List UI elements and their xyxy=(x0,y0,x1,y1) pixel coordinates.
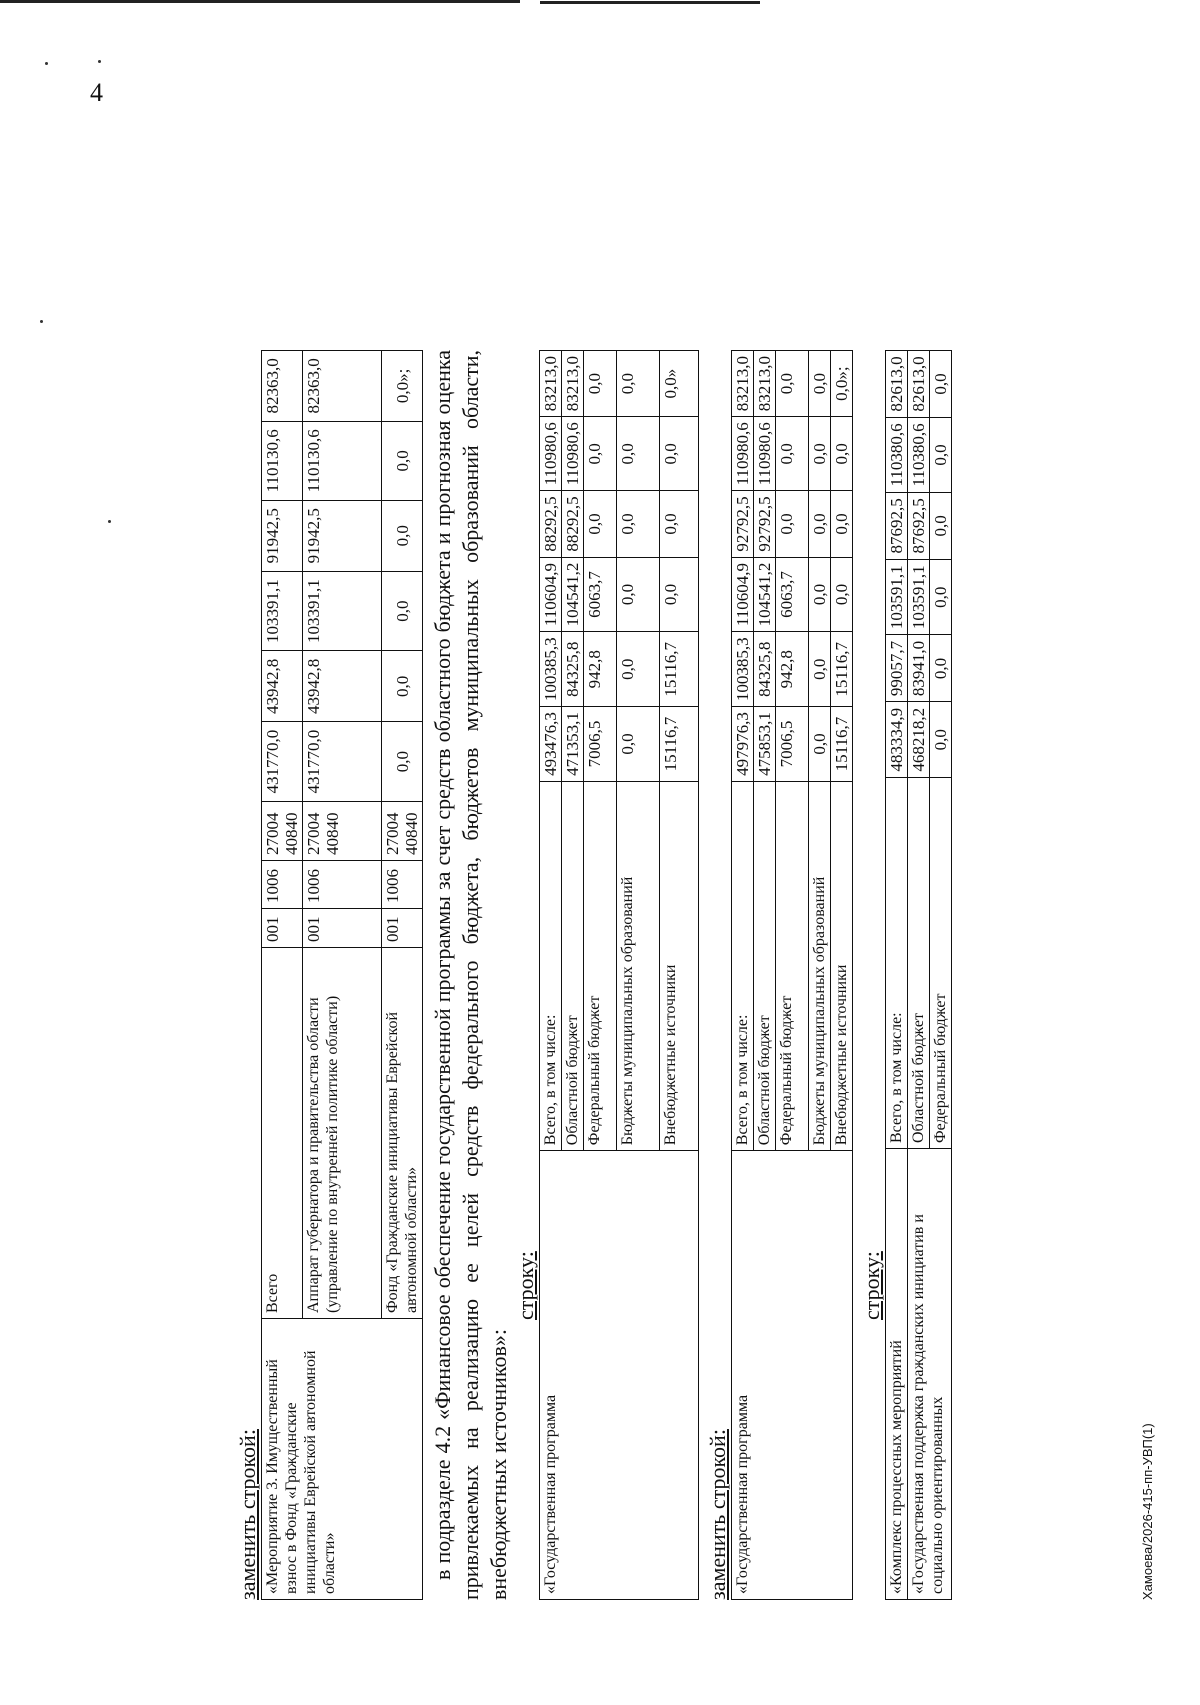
program-name-cell: «Государственная программа xyxy=(540,1151,699,1600)
value-cell: 0,0 xyxy=(930,418,952,493)
value-cell: 468218,2 xyxy=(908,702,930,778)
value-cell: 0,0 xyxy=(831,417,853,491)
sub-cell: Фонд «Гражданские инициативы Еврейской автономной области» xyxy=(382,948,423,1319)
value-cell: 0,0 xyxy=(776,491,809,557)
value-cell: 0,0 xyxy=(660,491,699,557)
value-cell: 0,0 xyxy=(831,491,853,557)
value-cell: 0,0»; xyxy=(831,351,853,417)
value-cell: 6063,7 xyxy=(584,557,617,632)
rzpr-cell: 1006 xyxy=(382,860,423,908)
grbs-cell: 001 xyxy=(303,909,382,948)
value-cell: 0,0 xyxy=(617,557,660,632)
table-row xyxy=(540,351,562,1600)
page-number: 4 xyxy=(90,78,103,107)
value-cell: 100385,3 xyxy=(732,632,754,707)
value-cell: 87692,5 xyxy=(886,492,908,559)
amendment-paragraph xyxy=(429,350,513,1600)
section2-table xyxy=(539,350,699,1600)
value-cell: 43942,8 xyxy=(262,651,303,722)
value-cell: 0,0 xyxy=(809,632,831,707)
csr-cell: 27004 40840 xyxy=(303,801,382,860)
section1-table xyxy=(261,350,423,1600)
value-cell: 7006,5 xyxy=(776,707,809,782)
value-cell: 91942,5 xyxy=(303,500,382,571)
value-cell: 103391,1 xyxy=(303,571,382,651)
value-cell: 110980,6 xyxy=(540,417,562,491)
value-cell: 103591,1 xyxy=(908,559,930,635)
value-cell: 87692,5 xyxy=(908,492,930,559)
value-cell: 475853,1 xyxy=(754,707,776,782)
value-cell: 431770,0 xyxy=(262,722,303,802)
value-cell: 0,0 xyxy=(617,417,660,491)
table-row xyxy=(908,351,930,1600)
sub-cell: Внебюджетные источники xyxy=(831,781,853,1150)
value-cell: 83213,0 xyxy=(562,351,584,417)
value-cell: 43942,8 xyxy=(303,651,382,722)
value-cell: 104541,2 xyxy=(754,557,776,632)
value-cell: 110980,6 xyxy=(562,417,584,491)
value-cell: 0,0 xyxy=(382,651,423,722)
sub-cell: Внебюджетные источники xyxy=(660,781,699,1150)
value-cell: 15116,7 xyxy=(660,707,699,782)
complex-name-cell: «Комплекс процессных мероприятий xyxy=(886,1149,908,1600)
sub-cell: Областной бюджет xyxy=(754,781,776,1150)
value-cell: 0,0 xyxy=(809,557,831,632)
value-cell: 84325,8 xyxy=(562,632,584,707)
value-cell: 0,0» xyxy=(660,351,699,417)
section3-table xyxy=(731,350,853,1600)
event-name-cell: «Мероприятие 3. Имущественный взнос в Фонд «Гражданские инициативы Еврейской автономной области» xyxy=(262,1319,423,1600)
rotated-page-content xyxy=(235,80,952,1600)
value-cell: 0,0 xyxy=(382,571,423,651)
table-row xyxy=(886,351,908,1600)
value-cell: 110980,6 xyxy=(732,417,754,491)
grbs-cell: 001 xyxy=(262,909,303,948)
value-cell: 110380,6 xyxy=(908,418,930,493)
sub-cell: Всего, в том числе: xyxy=(732,781,754,1150)
value-cell: 0,0 xyxy=(617,632,660,707)
section1-heading: заменить строкой: xyxy=(235,1429,260,1600)
value-cell: 471353,1 xyxy=(562,707,584,782)
value-cell: 0,0 xyxy=(584,491,617,557)
value-cell: 0,0 xyxy=(930,635,952,702)
value-cell: 0,0 xyxy=(930,492,952,559)
support-name-cell: «Государственная поддержка гражданских инициатив и социально ориентированных xyxy=(908,1149,952,1600)
value-cell: 15116,7 xyxy=(831,707,853,782)
sub-cell: Областной бюджет xyxy=(908,778,930,1149)
value-cell: 0,0 xyxy=(809,351,831,417)
section4-table xyxy=(885,350,952,1600)
value-cell: 0,0 xyxy=(617,351,660,417)
sub-cell: Всего, в том числе: xyxy=(886,778,908,1149)
value-cell: 103391,1 xyxy=(262,571,303,651)
value-cell: 0,0 xyxy=(584,417,617,491)
value-cell: 6063,7 xyxy=(776,557,809,632)
sub-cell: Аппарат губернатора и правительства области (управление по внутренней политике области) xyxy=(303,948,382,1319)
csr-cell: 27004 40840 xyxy=(382,801,423,860)
value-cell: 104541,2 xyxy=(562,557,584,632)
value-cell: 0,0 xyxy=(809,707,831,782)
value-cell: 493476,3 xyxy=(540,707,562,782)
sub-cell: Федеральный бюджет xyxy=(776,781,809,1150)
value-cell: 83941,0 xyxy=(908,635,930,702)
csr-cell: 27004 40840 xyxy=(262,801,303,860)
value-cell: 103591,1 xyxy=(886,559,908,635)
value-cell: 110980,6 xyxy=(754,417,776,491)
value-cell: 15116,7 xyxy=(831,632,853,707)
sub-cell: Областной бюджет xyxy=(562,781,584,1150)
sub-cell: Бюджеты муниципальных образований xyxy=(617,781,660,1150)
value-cell: 84325,8 xyxy=(754,632,776,707)
value-cell: 83213,0 xyxy=(754,351,776,417)
value-cell: 0,0 xyxy=(617,491,660,557)
value-cell: 83213,0 xyxy=(540,351,562,417)
value-cell: 0,0 xyxy=(382,722,423,802)
scan-edge-line xyxy=(540,1,760,4)
value-cell: 431770,0 xyxy=(303,722,382,802)
value-cell: 942,8 xyxy=(584,632,617,707)
value-cell: 0,0 xyxy=(584,351,617,417)
value-cell: 88292,5 xyxy=(540,491,562,557)
value-cell: 0,0 xyxy=(809,491,831,557)
value-cell: 92792,5 xyxy=(732,491,754,557)
sub-cell: Всего xyxy=(262,948,303,1319)
value-cell: 497976,3 xyxy=(732,707,754,782)
value-cell: 82613,0 xyxy=(908,351,930,418)
table-row xyxy=(262,351,303,1600)
value-cell: 83213,0 xyxy=(732,351,754,417)
scan-speck xyxy=(108,520,111,523)
table-row xyxy=(732,351,754,1600)
scan-speck xyxy=(98,60,101,63)
document-code-footer: Хамоева/2026-415-пп-УВП(1) xyxy=(1140,1423,1155,1600)
value-cell: 100385,3 xyxy=(540,632,562,707)
value-cell: 91942,5 xyxy=(262,500,303,571)
paragraph-text: в подразделе 4.2 «Финансовое обеспечение государственной программы за счет средств областного бюджета и прогнозная оценка привлекаемых на реализацию ее целей средств федерального бюджета, бюджетов муниципальных образований области, внебюджетных источников»: xyxy=(430,350,511,1600)
value-cell: 110130,6 xyxy=(262,421,303,500)
value-cell: 0,0 xyxy=(776,351,809,417)
value-cell: 92792,5 xyxy=(754,491,776,557)
value-cell: 82363,0 xyxy=(303,351,382,422)
value-cell: 110130,6 xyxy=(303,421,382,500)
value-cell: 0,0 xyxy=(776,417,809,491)
value-cell: 483334,9 xyxy=(886,702,908,778)
scan-edge-line xyxy=(0,0,520,3)
value-cell: 942,8 xyxy=(776,632,809,707)
value-cell: 82363,0 xyxy=(262,351,303,422)
scan-speck xyxy=(40,320,43,323)
grbs-cell: 001 xyxy=(382,909,423,948)
value-cell: 0,0 xyxy=(930,702,952,778)
value-cell: 0,0 xyxy=(809,417,831,491)
value-cell: 110604,9 xyxy=(540,557,562,632)
sub-cell: Федеральный бюджет xyxy=(584,781,617,1150)
section3-heading: заменить строкой: xyxy=(705,1429,730,1600)
value-cell: 0,0 xyxy=(831,557,853,632)
value-cell: 0,0 xyxy=(382,421,423,500)
program-name-cell: «Государственная программа xyxy=(732,1151,853,1600)
value-cell: 0,0 xyxy=(660,417,699,491)
value-cell: 7006,5 xyxy=(584,707,617,782)
value-cell: 110604,9 xyxy=(732,557,754,632)
rzpr-cell: 1006 xyxy=(303,860,382,908)
value-cell: 0,0 xyxy=(930,559,952,635)
value-cell: 82613,0 xyxy=(886,351,908,418)
rzpr-cell: 1006 xyxy=(262,860,303,908)
value-cell: 0,0 xyxy=(660,557,699,632)
section4-heading: строку: xyxy=(859,1251,884,1320)
value-cell: 15116,7 xyxy=(660,632,699,707)
sub-cell: Всего, в том числе: xyxy=(540,781,562,1150)
value-cell: 0,0 xyxy=(382,500,423,571)
sub-cell: Федеральный бюджет xyxy=(930,778,952,1149)
value-cell: 88292,5 xyxy=(562,491,584,557)
section2-heading: строку: xyxy=(513,1251,538,1320)
value-cell: 0,0 xyxy=(617,707,660,782)
scan-speck xyxy=(45,62,48,65)
value-cell: 0,0 xyxy=(930,351,952,418)
value-cell: 99057,7 xyxy=(886,635,908,702)
value-cell: 110380,6 xyxy=(886,418,908,493)
sub-cell: Бюджеты муниципальных образований xyxy=(809,781,831,1150)
value-cell: 0,0»; xyxy=(382,351,423,422)
